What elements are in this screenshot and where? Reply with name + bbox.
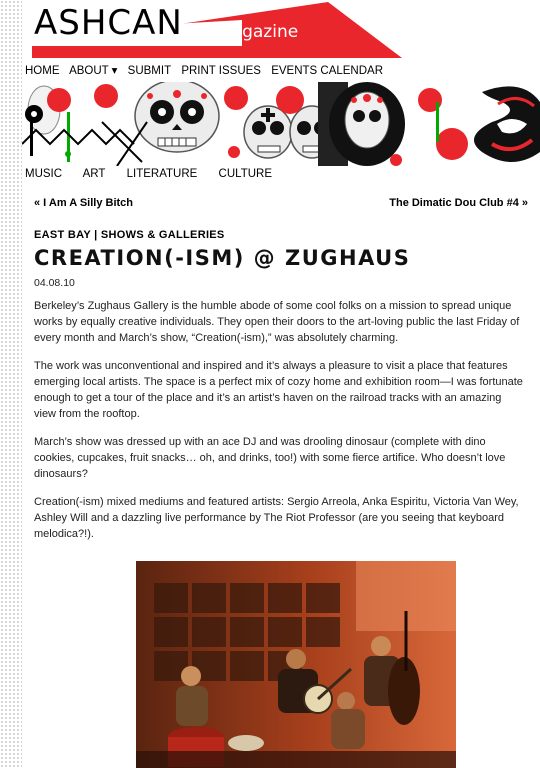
post-body bbox=[34, 298, 526, 554]
post-date: 04.08.10 bbox=[34, 277, 75, 289]
post-paragraph: Creation(-ism) mixed mediums and featured artists: Sergio Arreola, Anka Espiritu, Victoria Van Wey, Ashley Will and a dazzling live performance by The Riot Professor (are you seeing that keyboard melodica?!). bbox=[34, 496, 519, 540]
next-post-link[interactable]: The Dimatic Dou Club #4 » bbox=[389, 197, 528, 209]
logo-subtitle: Magazine bbox=[217, 22, 299, 42]
sugar-skull-banner-icon bbox=[22, 82, 540, 166]
top-navigation bbox=[25, 63, 390, 77]
site-logo[interactable] bbox=[32, 2, 402, 60]
nav-submit[interactable]: SUBMIT bbox=[127, 65, 172, 77]
nav-music[interactable]: MUSIC bbox=[25, 168, 63, 180]
post-categories bbox=[34, 229, 225, 241]
logo-wordmark: ASHCAN bbox=[34, 3, 183, 43]
nav-print-issues[interactable]: PRINT ISSUES bbox=[181, 65, 261, 77]
nav-about[interactable]: ABOUT ▾ bbox=[69, 65, 118, 77]
previous-post-link[interactable]: « I Am A Silly Bitch bbox=[34, 197, 134, 209]
nav-literature[interactable]: LITERATURE bbox=[126, 168, 198, 180]
post-title: CREATION(-ISM) @ ZUGHAUS bbox=[34, 246, 411, 270]
nav-events-calendar[interactable]: EVENTS CALENDAR bbox=[271, 65, 384, 77]
category-navigation bbox=[25, 168, 290, 180]
category-separator: | bbox=[90, 229, 101, 241]
band-performance-photo-icon bbox=[136, 561, 456, 768]
post-paragraph: The work was unconventional and inspired and it’s always a pleasure to visit a place that features emerging local artists. The space is a perfect mix of cozy home and exhibition room—I was fortunate enough to get a tour of the place and it’s an artist’s haven on the railroad tracks with an amazing view from the rooftop. bbox=[34, 360, 523, 420]
nav-art[interactable]: ART bbox=[82, 168, 106, 180]
nav-home[interactable]: HOME bbox=[25, 65, 60, 77]
category-link-shows-galleries[interactable]: SHOWS & GALLERIES bbox=[100, 229, 225, 241]
nav-culture[interactable]: CULTURE bbox=[218, 168, 273, 180]
page bbox=[22, 0, 540, 768]
post-paragraph: Berkeley’s Zughaus Gallery is the humble abode of some cool folks on a mission to spread unique works by equally creative individuals. They open their doors to the art-loving public the last Friday of every month and March’s show, “Creation(-ism),” was absolutely charming. bbox=[34, 300, 520, 344]
post-paragraph: March’s show was dressed up with an ace DJ and was drooling dinosaur (complete with dino cookies, cupcakes, fruit snacks… oh, and drinks, too!) with some fierce artifice. Who doesn’t love dinosaurs? bbox=[34, 436, 506, 480]
category-link-east-bay[interactable]: EAST BAY bbox=[34, 229, 91, 241]
